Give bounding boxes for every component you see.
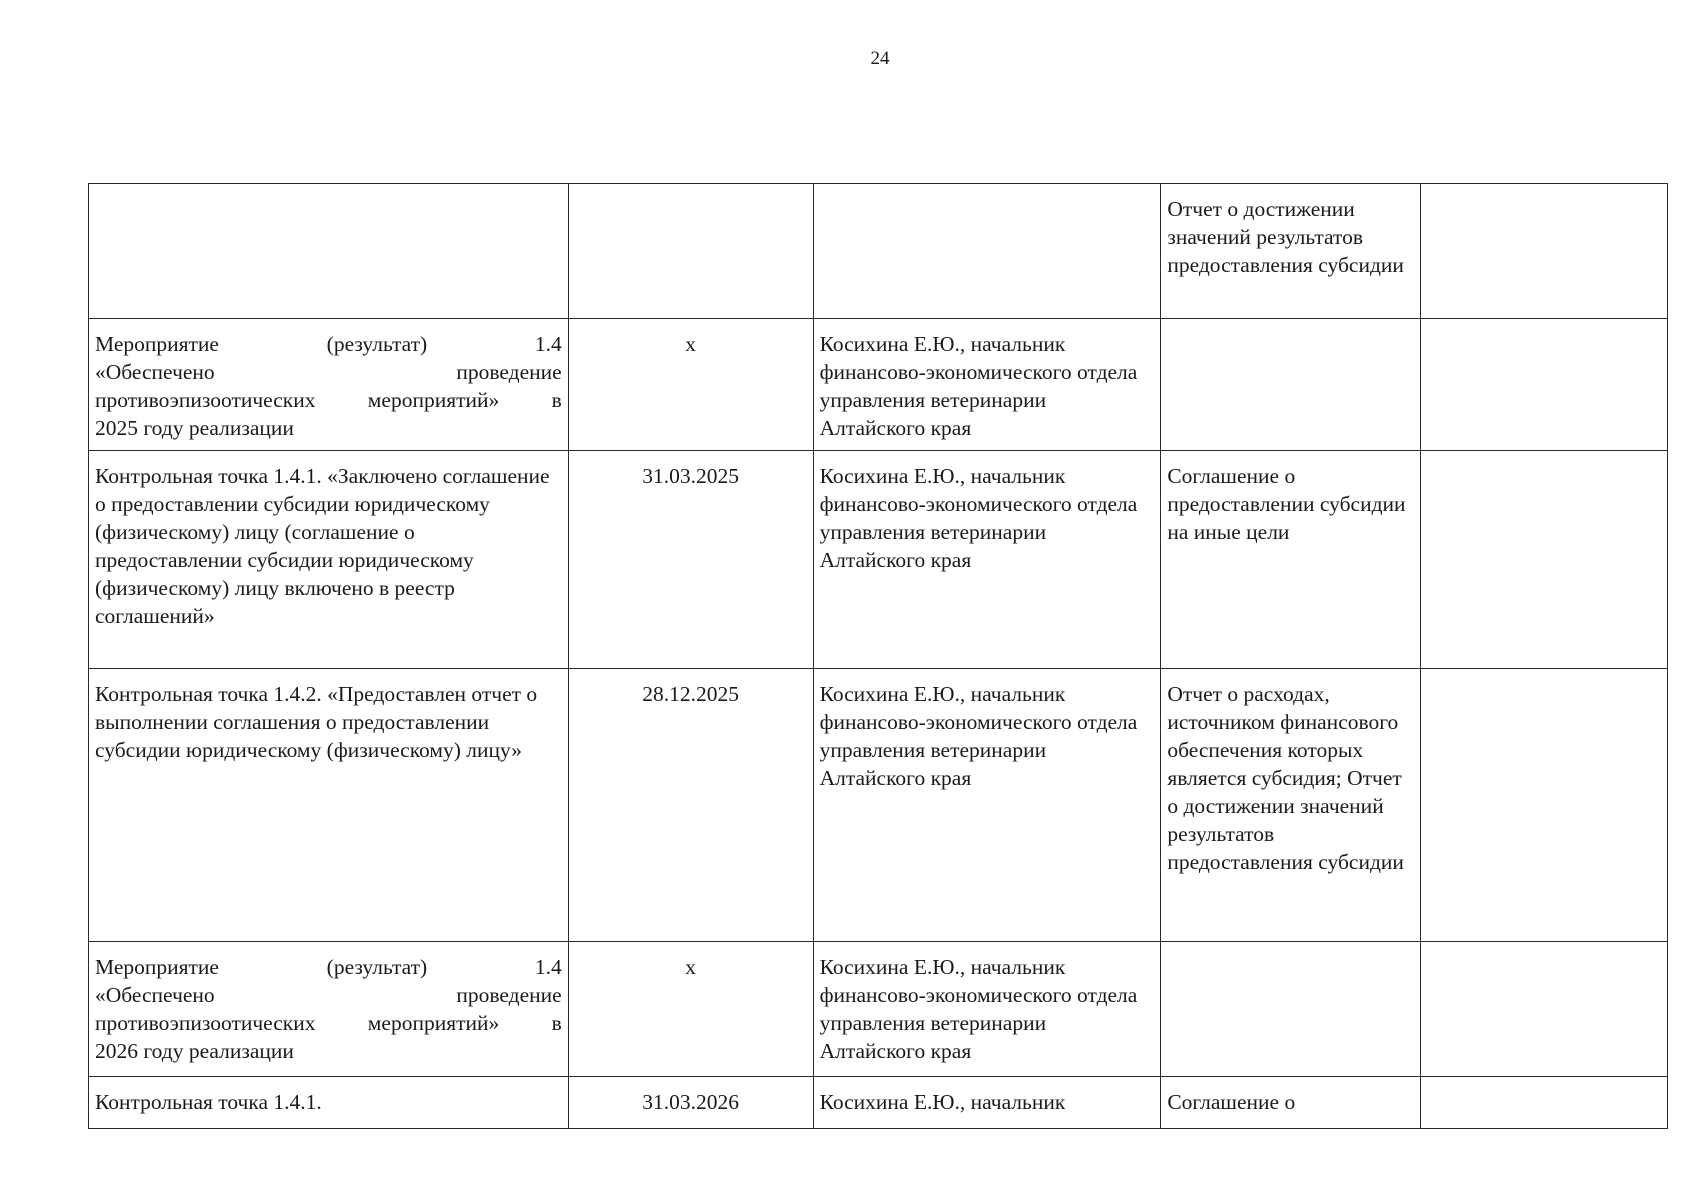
document-cell: Соглашение о предоставлении субсидии на иные цели <box>1161 451 1421 669</box>
date-cell: 28.12.2025 <box>568 669 813 942</box>
event-name-cell <box>89 184 569 319</box>
responsible-cell: Косихина Е.Ю., начальник финансово-экономического отдела управления ветеринарии Алтайского края <box>813 942 1161 1077</box>
table-row <box>89 184 1668 319</box>
responsible-cell: Косихина Е.Ю., начальник <box>813 1077 1161 1129</box>
date-cell: х <box>568 942 813 1077</box>
document-cell: Соглашение о <box>1161 1077 1421 1129</box>
page-number: 24 <box>870 48 890 69</box>
responsible-cell: Косихина Е.Ю., начальник финансово-экономического отдела управления ветеринарии Алтайского края <box>813 451 1161 669</box>
event-name-cell <box>89 942 569 1077</box>
date-cell <box>568 184 813 319</box>
table-row <box>89 1077 1668 1129</box>
table-row <box>89 451 1668 669</box>
responsible-cell: Косихина Е.Ю., начальник финансово-экономического отдела управления ветеринарии Алтайского края <box>813 669 1161 942</box>
extra-cell <box>1421 1077 1668 1129</box>
extra-cell <box>1421 942 1668 1077</box>
date-cell: 31.03.2026 <box>568 1077 813 1129</box>
responsible-cell: Косихина Е.Ю., начальник финансово-экономического отдела управления ветеринарии Алтайского края <box>813 319 1161 451</box>
date-cell: 31.03.2025 <box>568 451 813 669</box>
event-name-cell: Контрольная точка 1.4.1. «Заключено соглашение о предоставлении субсидии юридическому (физическому) лицу (соглашение о предоставлении субсидии юридическому (физическому) лицу включено в реестр соглашений» <box>89 451 569 669</box>
control-points-table <box>88 183 1668 1129</box>
event-name-line: «Обеспечено проведение <box>95 983 562 1007</box>
extra-cell <box>1421 669 1668 942</box>
document-cell: Отчет о расходах, источником финансового обеспечения которых является субсидия; Отчет о достижении значений результатов предоставления субсидии <box>1161 669 1421 942</box>
extra-cell <box>1421 184 1668 319</box>
event-name-line: 2026 году реализации <box>95 1039 294 1063</box>
event-name-line: противоэпизоотических мероприятий» в <box>95 388 562 412</box>
event-name-cell: Контрольная точка 1.4.2. «Предоставлен отчет о выполнении соглашения о предоставлении субсидии юридическому (физическому) лицу» <box>89 669 569 942</box>
table-row <box>89 669 1668 942</box>
event-name-cell <box>89 319 569 451</box>
date-cell: х <box>568 319 813 451</box>
table-row <box>89 319 1668 451</box>
event-name-line: Мероприятие (результат) 1.4 <box>95 332 562 356</box>
document-cell: Отчет о достижении значений результатов предоставления субсидии <box>1161 184 1421 319</box>
extra-cell <box>1421 319 1668 451</box>
document-cell <box>1161 319 1421 451</box>
document-cell <box>1161 942 1421 1077</box>
event-name-line: 2025 году реализации <box>95 416 294 440</box>
event-name-cell: Контрольная точка 1.4.1. <box>89 1077 569 1129</box>
responsible-cell <box>813 184 1161 319</box>
event-name-line: противоэпизоотических мероприятий» в <box>95 1011 562 1035</box>
extra-cell <box>1421 451 1668 669</box>
event-name-line: «Обеспечено проведение <box>95 360 562 384</box>
table-row <box>89 942 1668 1077</box>
event-name-line: Мероприятие (результат) 1.4 <box>95 955 562 979</box>
